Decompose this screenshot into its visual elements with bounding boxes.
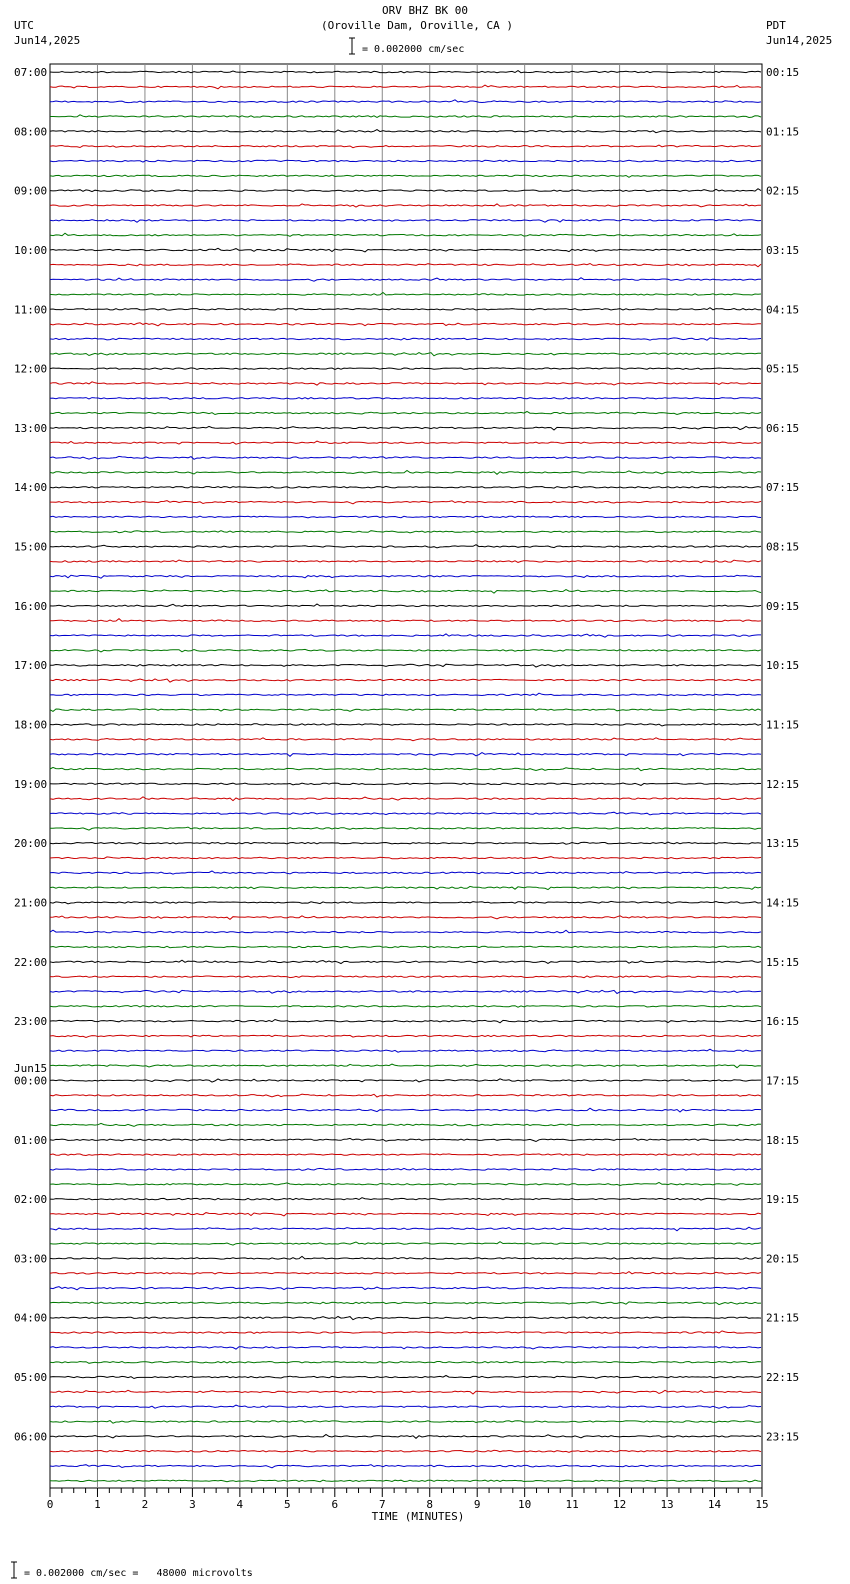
seismic-trace-row — [50, 293, 761, 296]
utc-hour-label: 20:00 — [14, 837, 48, 851]
utc-hour-label: 09:00 — [14, 184, 48, 198]
seismic-trace-row — [50, 827, 761, 830]
x-tick-label: 6 — [331, 1498, 339, 1511]
pdt-hour-label: 16:15 — [766, 1015, 800, 1029]
pdt-hour-label: 07:15 — [766, 481, 800, 495]
utc-hour-label: 10:00 — [14, 243, 48, 257]
x-tick-label: 14 — [707, 1498, 722, 1511]
pdt-hour-label: 22:15 — [766, 1371, 800, 1385]
pdt-hour-label: 13:15 — [766, 837, 800, 851]
seismic-trace-row — [50, 664, 761, 667]
x-tick-label: 11 — [565, 1498, 579, 1511]
pdt-hour-label: 21:15 — [766, 1311, 800, 1325]
seismic-trace-row — [50, 1421, 761, 1424]
seismic-trace-row — [50, 1331, 761, 1334]
pdt-hour-label: 12:15 — [766, 777, 800, 791]
utc-hour-label: 01:00 — [14, 1133, 48, 1147]
seismic-trace-row — [50, 960, 761, 963]
x-tick-label: 12 — [612, 1498, 627, 1511]
utc-hour-label: 18:00 — [14, 718, 48, 732]
x-tick-label: 15 — [755, 1498, 769, 1511]
pdt-hour-label: 17:15 — [766, 1074, 800, 1088]
seismic-trace-row — [50, 990, 761, 993]
seismic-trace-row — [50, 1035, 761, 1037]
seismic-trace-row — [50, 71, 761, 73]
seismic-trace-row — [50, 1123, 761, 1126]
seismic-trace-row — [50, 456, 761, 459]
utc-hour-label: 03:00 — [14, 1252, 48, 1266]
seismic-trace-row — [50, 901, 761, 903]
seismic-trace-row — [50, 738, 761, 741]
utc-hour-label: 08:00 — [14, 125, 48, 139]
seismic-trace-row — [50, 1138, 761, 1141]
seismic-trace-row — [50, 545, 761, 548]
x-tick-label: 0 — [46, 1498, 54, 1511]
x-tick-label: 5 — [284, 1498, 291, 1511]
utc-hour-label: 13:00 — [14, 421, 48, 435]
seismic-trace-row — [50, 693, 761, 696]
seismic-trace-row — [50, 886, 761, 889]
seismic-trace-row — [50, 783, 761, 785]
x-tick-label: 2 — [141, 1498, 149, 1511]
x-tick-label: 13 — [660, 1498, 674, 1511]
seismic-trace-row — [50, 130, 761, 133]
station-location: (Oroville Dam, Oroville, CA ) — [320, 19, 514, 32]
seismic-trace-row — [50, 278, 761, 282]
seismic-trace-row — [50, 1480, 761, 1482]
utc-hour-label: 12:00 — [14, 362, 48, 376]
seismic-trace-row — [50, 368, 761, 370]
seismic-trace-row — [50, 1347, 761, 1349]
utc-hour-label: 04:00 — [14, 1311, 48, 1325]
x-axis-label: TIME (MINUTES) — [371, 1510, 465, 1523]
utc-hour-label: 23:00 — [14, 1015, 48, 1029]
seismic-trace-row — [50, 1287, 761, 1290]
x-tick-label: 8 — [426, 1498, 434, 1511]
left-timezone: UTC — [14, 19, 34, 32]
seismic-trace-row — [50, 1435, 761, 1439]
seismic-trace-row — [50, 1168, 761, 1170]
seismic-trace-row — [50, 145, 761, 148]
utc-hour-label: 21:00 — [14, 896, 48, 910]
seismic-trace-row — [50, 486, 761, 488]
station-title: ORV BHZ BK 00 — [381, 4, 469, 17]
seismic-trace-row — [50, 797, 761, 801]
seismic-trace-row — [50, 204, 761, 207]
seismic-trace-row — [50, 115, 761, 118]
footer-scale-bar-icon — [11, 1562, 17, 1578]
utc-hour-label: 17:00 — [14, 659, 48, 673]
seismic-trace-row — [50, 1450, 761, 1452]
pdt-hour-label: 09:15 — [766, 599, 800, 613]
pdt-hour-label: 15:15 — [766, 955, 800, 969]
utc-hour-label: 19:00 — [14, 777, 48, 791]
seismic-trace-row — [50, 1405, 761, 1408]
pdt-hour-label: 05:15 — [766, 362, 800, 376]
pdt-hour-label: 14:15 — [766, 896, 800, 910]
seismic-trace-row — [50, 160, 761, 162]
seismic-trace-row — [50, 308, 761, 310]
scale-label: = 0.002000 cm/sec — [362, 44, 465, 55]
seismic-trace-row — [50, 1465, 761, 1468]
utc-hour-label: 07:00 — [14, 66, 48, 79]
seismic-trace-row — [50, 1272, 761, 1274]
seismic-trace-row — [50, 1242, 761, 1245]
pdt-hour-label: 06:15 — [766, 421, 800, 435]
seismic-trace-row — [50, 323, 761, 326]
seismic-trace-row — [50, 767, 761, 770]
seismic-trace-row — [50, 1376, 761, 1379]
date-change-label: Jun15 — [14, 1062, 48, 1075]
pdt-hour-label: 10:15 — [766, 659, 800, 673]
seismic-trace-row — [50, 426, 761, 430]
right-timezone: PDT — [766, 19, 786, 32]
seismic-trace-row — [50, 1256, 761, 1259]
utc-hour-label: 15:00 — [14, 540, 48, 554]
seismic-trace-row — [50, 1006, 761, 1008]
seismic-trace-row — [50, 264, 761, 267]
seismic-trace-row — [50, 501, 761, 504]
seismic-trace-row — [50, 1198, 761, 1200]
x-tick-label: 10 — [518, 1498, 532, 1511]
seismic-trace-row — [50, 1227, 761, 1231]
seismic-trace-row — [50, 1079, 761, 1082]
seismic-trace-row — [50, 1020, 761, 1023]
seismic-trace-row — [50, 575, 761, 578]
seismic-trace-row — [50, 649, 761, 652]
seismic-trace-row — [50, 1317, 761, 1320]
seismic-trace-row — [50, 1302, 761, 1305]
seismic-trace-row — [50, 516, 761, 518]
utc-hour-label: 06:00 — [14, 1430, 48, 1444]
seismic-trace-row — [50, 353, 761, 356]
utc-hour-label: 16:00 — [14, 599, 48, 613]
seismic-trace-row — [50, 560, 761, 563]
seismic-trace-row — [50, 590, 761, 594]
x-tick-label: 7 — [378, 1498, 386, 1511]
seismic-trace-row — [50, 619, 761, 622]
left-date: Jun14,2025 — [14, 34, 81, 47]
seismic-trace-row — [50, 753, 761, 757]
seismic-trace-row — [50, 189, 761, 192]
pdt-hour-label: 18:15 — [766, 1133, 800, 1147]
x-tick-label: 9 — [473, 1498, 481, 1511]
seismic-trace-row — [50, 1362, 761, 1364]
seismic-trace-row — [50, 916, 761, 920]
seismic-trace-row — [50, 1108, 761, 1112]
seismic-trace-row — [50, 219, 761, 222]
utc-hour-label: 22:00 — [14, 955, 48, 969]
seismic-trace-row — [50, 812, 761, 815]
seismic-trace-row — [50, 1390, 761, 1394]
seismic-trace-row — [50, 709, 761, 711]
seismic-trace-row — [50, 1064, 761, 1068]
seismic-trace-row — [50, 976, 761, 978]
seismic-trace-row — [50, 871, 761, 874]
seismic-trace-row — [50, 604, 761, 607]
utc-hour-label: 14:00 — [14, 481, 48, 495]
seismic-trace-row — [50, 175, 761, 177]
seismic-trace-row — [50, 233, 761, 236]
pdt-hour-label: 23:15 — [766, 1430, 800, 1444]
seismic-trace-row — [50, 1094, 761, 1097]
seismic-trace-row — [50, 842, 761, 844]
x-tick-label: 1 — [94, 1498, 101, 1511]
seismic-trace-row — [50, 1182, 761, 1185]
scale-bar-icon — [349, 38, 355, 54]
seismic-trace-row — [50, 634, 761, 637]
seismic-trace-row — [50, 382, 761, 385]
right-date: Jun14,2025 — [766, 34, 833, 47]
footer-scale-note: = 0.002000 cm/sec = 48000 microvolts — [24, 1568, 253, 1579]
pdt-hour-label: 04:15 — [766, 303, 800, 317]
seismic-trace-row — [50, 441, 761, 444]
pdt-hour-label: 11:15 — [766, 718, 800, 732]
pdt-hour-label: 00:15 — [766, 66, 800, 79]
seismic-trace-row — [50, 398, 761, 400]
plot-frame — [50, 64, 762, 1488]
seismic-trace-row — [50, 1049, 761, 1052]
pdt-hour-label: 19:15 — [766, 1193, 800, 1207]
seismic-trace-row — [50, 338, 761, 340]
utc-hour-label: 02:00 — [14, 1193, 48, 1207]
pdt-hour-label: 20:15 — [766, 1252, 800, 1266]
seismic-trace-row — [50, 531, 761, 533]
pdt-hour-label: 01:15 — [766, 125, 800, 139]
seismic-trace-row — [50, 679, 761, 682]
x-tick-label: 4 — [236, 1498, 244, 1511]
seismic-trace-row — [50, 946, 761, 948]
seismic-trace-row — [50, 1213, 761, 1216]
pdt-hour-label: 02:15 — [766, 184, 800, 198]
pdt-hour-label: 03:15 — [766, 243, 800, 257]
seismic-trace-row — [50, 85, 761, 89]
seismic-trace-row — [50, 471, 761, 475]
seismic-trace-row — [50, 248, 761, 252]
pdt-hour-label: 08:15 — [766, 540, 800, 554]
seismic-trace-row — [50, 930, 761, 933]
seismic-trace-row — [50, 724, 761, 726]
utc-hour-label: 11:00 — [14, 303, 48, 317]
seismic-trace-row — [50, 857, 761, 860]
seismic-trace-row — [50, 100, 761, 103]
utc-hour-label: 05:00 — [14, 1371, 48, 1385]
seismic-trace-row — [50, 412, 761, 415]
utc-hour-label: 00:00 — [14, 1074, 48, 1088]
x-tick-label: 3 — [189, 1498, 196, 1511]
seismic-trace-row — [50, 1154, 761, 1156]
